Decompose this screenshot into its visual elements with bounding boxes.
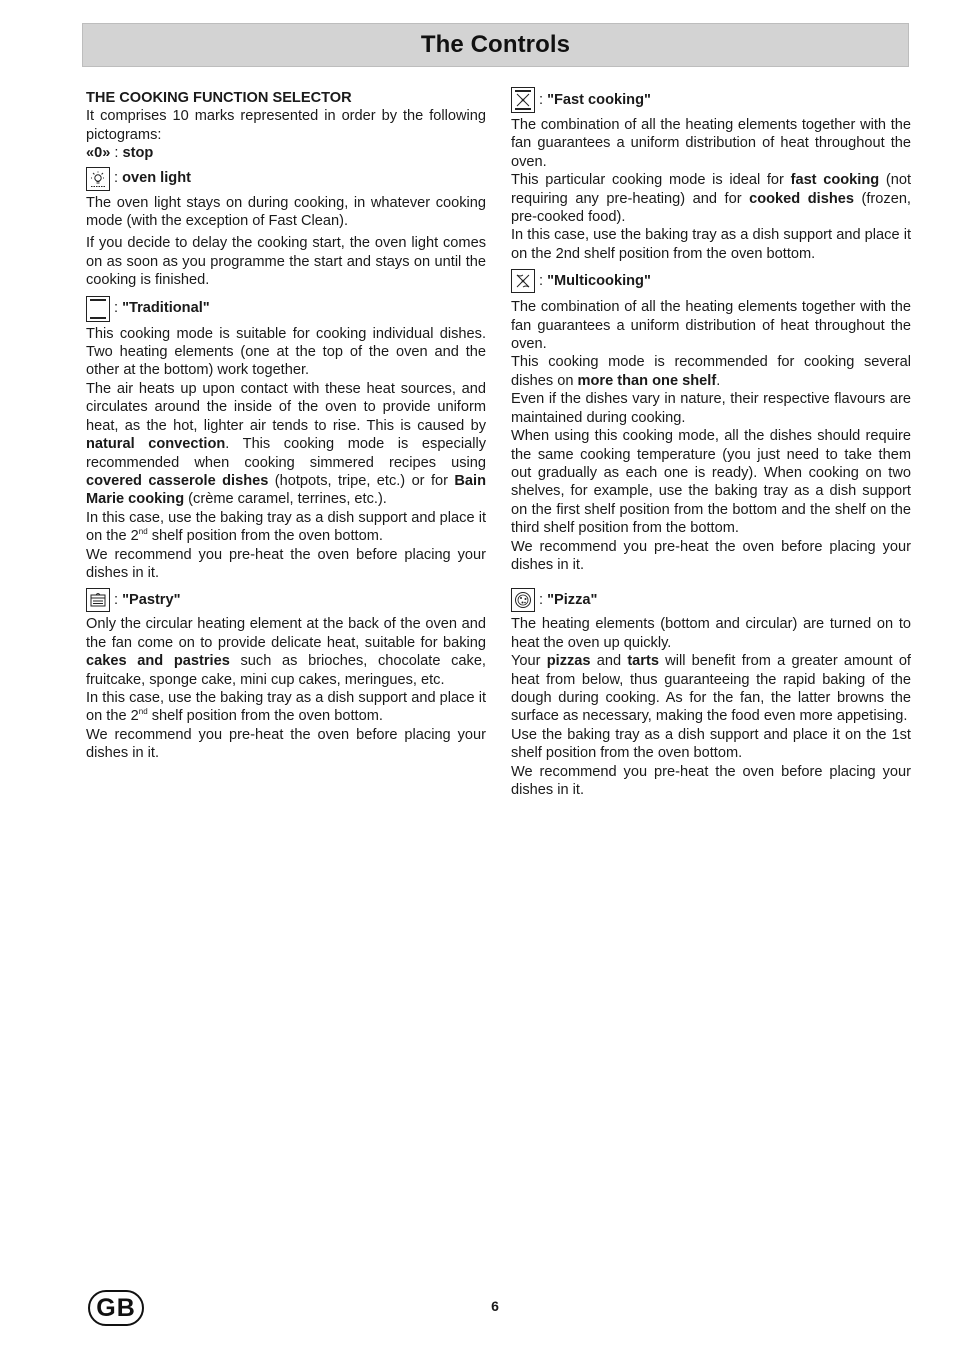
traditional-text-4: We recommend you pre-heat the oven before placing your dishes in it. [86,546,486,581]
traditional-icon [86,296,110,322]
fast-text-2: This particular cooking mode is ideal for fast cooking (not requiring any pre-heating) and for cooked dishes (frozen, pre-cooked food). [511,172,912,226]
multicooking-icon [511,269,535,293]
traditional-text-2: The air heats up upon contact with these heat sources, and circulates around the inside of the oven to provide uniform heat, as the hot, lighter air tends to rise. This is caused by natural convection. This cooking mode is especially recommended when cooking simmered recipes using covered casserole dishes (hotpots, tripe, etc.) or for Bain Marie cooking (crème caramel, terrines, etc.). [86,380,486,508]
intro-text: It comprises 10 marks represented in order by the following pictograms: [86,108,486,143]
pizza-text-2: Your pizzas and tarts will benefit from a greater amount of heat from below, thus guaranteeing the rapid baking of the dough during cooking. As for the fan, the latter browns the surface as necessary, making the food even more appetising. [511,653,911,725]
right-column [511,89,911,799]
traditional-label: "Traditional" [122,300,210,317]
pizza-label: "Pizza" [547,592,598,609]
pastry-text-2: In this case, use the baking tray as a dish support and place it on the 2nd shelf position from the oven bottom. [86,689,486,725]
title-bar [82,23,909,67]
oven-light-label: oven light [122,170,191,187]
pizza-text-1: The heating elements (bottom and circular) are turned on to heat the oven up quickly. [511,616,911,651]
oven-light-row: : oven light [86,167,486,191]
pizza-text-3: Use the baking tray as a dish support and place it on the 1st shelf position from the oven bottom. [511,726,911,762]
pastry-text-3: We recommend you pre-heat the oven before placing your dishes in it. [86,726,486,762]
multi-text-3: Even if the dishes vary in nature, their respective flavours are maintained during cooking. [511,391,911,426]
multi-text-5: We recommend you pre-heat the oven before placing your dishes in it. [511,538,911,573]
stop-label: stop [122,145,154,162]
multi-text-4: When using this cooking mode, all the dishes should require the same cooking temperature (you just need to take them out gradually as each one is ready). When cooking on two shelves, for example, use the baking tray as a dish support on the first shelf position from the bottom and the shelf on the third shelf position from the bottom. [511,428,911,537]
left-column [86,89,486,763]
pizza-row: : "Pizza" [511,588,911,612]
fast-cooking-icon [511,87,535,113]
stop-mark: «0» [86,145,111,162]
language-badge: GB [88,1290,144,1326]
multicooking-row: : "Multicooking" [511,269,911,293]
fast-cooking-row: : "Fast cooking" [511,87,911,113]
fast-text-3: In this case, use the baking tray as a dish support and place it on the 2nd shelf position from the oven bottom. [511,227,911,262]
page-number: 6 [491,1298,499,1314]
pastry-label: "Pastry" [122,592,181,609]
pizza-text-4: We recommend you pre-heat the oven before placing your dishes in it. [511,763,911,798]
traditional-row: : "Traditional" [86,296,486,322]
traditional-text-1: This cooking mode is suitable for cooking individual dishes. Two heating elements (one at the top of the oven and the other at the bottom) work together. [86,325,486,379]
oven-light-text-1: The oven light stays on during cooking, in whatever cooking mode (with the exception of Fast Clean). [86,194,486,230]
pastry-row: : "Pastry" [86,588,486,612]
oven-light-icon [86,167,110,191]
section-heading: THE COOKING FUNCTION SELECTOR [86,90,352,106]
fast-cooking-label: "Fast cooking" [547,91,651,108]
traditional-text-3: In this case, use the baking tray as a dish support and place it on the 2nd shelf position from the oven bottom. [86,509,486,545]
page-title: The Controls [420,31,571,58]
fast-text-1: The combination of all the heating elements together with the fan guarantees a uniform distribution of heat throughout the oven. [511,117,911,170]
multi-text-2: This cooking mode is recommended for cooking several dishes on more than one shelf. [511,354,911,389]
oven-light-text-2: If you decide to delay the cooking start, the oven light comes on as soon as you programme the start and stays on until the cooking is finished. [86,235,486,289]
pastry-text-1: Only the circular heating element at the back of the oven and the fan come on to provide delicate heat, suitable for baking cakes and pastries such as brioches, chocolate cake, fruitcake, sponge cake, mini cup cakes, meringues, etc. [86,616,486,688]
pastry-icon [86,588,110,612]
multicooking-label: "Multicooking" [547,273,651,290]
multi-text-1: The combination of all the heating elements together with the fan guarantees a uniform distribution of heat throughout the oven. [511,299,911,353]
pizza-icon [511,588,535,612]
stop-line: «0» : stop [86,145,154,162]
